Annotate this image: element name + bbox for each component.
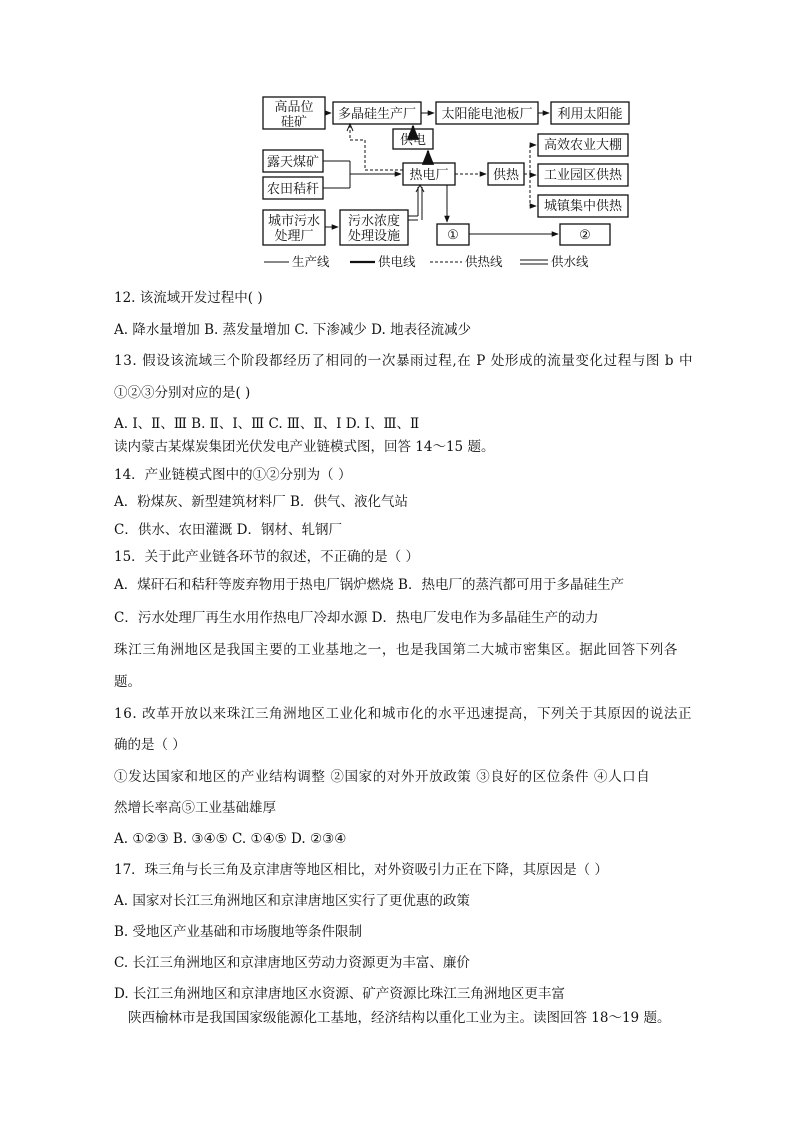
question-17-option-a: A. 国家对长江三角洲地区和京津唐地区实行了更优惠的政策 xyxy=(114,893,470,909)
question-13-stem-cont: ①②③分别对应的是( ) xyxy=(114,385,251,401)
water-supply-line xyxy=(408,185,424,220)
blank-1-label: ① xyxy=(447,228,459,243)
question-16-stem: 16. 改革开放以来珠江三角洲地区工业化和城市化的水平迅速提高，下列关于其原因的说法正 xyxy=(114,706,693,722)
industry-chain-diagram xyxy=(250,88,640,273)
intro-18-19: 陕西榆林市是我国国家级能源化工基地，经济结构以重化工业为主。读图回答 18～19 题。 xyxy=(128,1010,671,1026)
blank-2-label: ② xyxy=(579,228,591,243)
question-13-options: A. Ⅰ、Ⅱ、Ⅲ B. Ⅱ、Ⅰ、Ⅲ C. Ⅲ、Ⅱ、Ⅰ D. Ⅰ、Ⅲ、Ⅱ xyxy=(114,416,420,432)
question-17-option-d: D. 长江三角洲地区和京津唐地区水资源、矿产资源比珠江三角洲地区更丰富 xyxy=(114,986,565,1002)
industrial-heat-label: 工业园区供热 xyxy=(543,168,623,183)
question-16-options: A. ①②③ B. ③④⑤ C. ①④⑤ D. ②③④ xyxy=(114,831,347,847)
legend-power-label: 供电线 xyxy=(378,254,416,269)
solar-panel-label: 太阳能电池板厂 xyxy=(441,107,533,122)
question-16-stem-cont: 确的是（ ） xyxy=(114,737,186,753)
use-solar-label: 利用太阳能 xyxy=(557,107,623,122)
silicon-ore-label-1: 高品位 xyxy=(274,100,314,115)
question-15-options-ab: A．煤矸石和秸秆等废弃物用于热电厂锅炉燃烧 B．热电厂的蒸汽都可用于多晶硅生产 xyxy=(114,577,624,593)
question-15-options-cd: C．污水处理厂再生水用作热电厂冷却水源 D．热电厂发电作为多晶硅生产的动力 xyxy=(114,610,599,626)
question-14-options-ab: A．粉煤灰、新型建筑材料厂 B．供气、液化气站 xyxy=(114,494,408,510)
intro-16-17-cont: 题。 xyxy=(114,674,141,690)
sewage-facility-label-1: 污水浓度 xyxy=(347,214,401,229)
question-17-option-b: B. 受地区产业基础和市场腹地等条件限制 xyxy=(114,924,363,940)
diagram-legend xyxy=(264,254,589,269)
sewage-plant-label-2: 处理厂 xyxy=(274,229,314,244)
sewage-plant-label-1: 城市污水 xyxy=(267,214,321,229)
legend-production-label: 生产线 xyxy=(292,254,330,269)
question-17-option-c: C. 长江三角洲地区和京津唐地区劳动力资源更为丰富、廉价 xyxy=(114,955,470,971)
question-16-items: ①发达国家和地区的产业结构调整 ②国家的对外开放政策 ③良好的区位条件 ④人口自 xyxy=(114,769,651,785)
town-heat-label: 城镇集中供热 xyxy=(543,199,623,214)
question-12-stem: 12. 该流域开发过程中( ) xyxy=(114,290,263,306)
legend-heat-label: 供热线 xyxy=(465,254,503,269)
question-15-stem: 15．关于此产业链各环节的叙述，不正确的是（ ） xyxy=(114,549,419,565)
polysilicon-label: 多晶硅生产厂 xyxy=(337,107,417,122)
question-12-options: A. 降水量增加 B. 蒸发量增加 C. 下渗减少 D. 地表径流减少 xyxy=(114,322,472,338)
heat-supply-label: 供热 xyxy=(492,168,520,183)
question-14-stem: 14．产业链模式图中的①②分别为（ ） xyxy=(114,467,352,483)
legend-water-label: 供水线 xyxy=(551,254,589,269)
thermal-plant-label: 热电厂 xyxy=(409,168,449,183)
silicon-ore-label-2: 硅矿 xyxy=(280,115,308,130)
power-supply-label: 供电 xyxy=(399,133,427,148)
question-17-stem: 17．珠三角与长三角及京津唐等地区相比，对外资吸引力正在下降，其原因是（ ） xyxy=(114,862,608,878)
question-16-items-cont: 然增长率高⑤工业基础雄厚 xyxy=(114,800,276,816)
intro-14-15: 读内蒙古某煤炭集团光伏发电产业链模式图，回答 14～15 题。 xyxy=(114,439,495,455)
question-13-stem: 13. 假设该流域三个阶段都经历了相同的一次暴雨过程,在 P 处形成的流量变化过程与图 b 中 xyxy=(114,353,694,369)
sewage-facility-label-2: 处理设施 xyxy=(347,229,401,244)
question-14-options-cd: C．供水、农田灌溉 D．钢材、轧钢厂 xyxy=(114,522,342,538)
open-pit-coal-label: 露天煤矿 xyxy=(266,155,320,170)
heat-supply-lines xyxy=(347,124,536,206)
straw-label: 农田秸秆 xyxy=(266,182,320,197)
greenhouse-label: 高效农业大棚 xyxy=(543,138,623,153)
intro-16-17: 珠江三角洲地区是我国主要的工业基地之一，也是我国第二大城市密集区。据此回答下列各 xyxy=(114,642,678,658)
